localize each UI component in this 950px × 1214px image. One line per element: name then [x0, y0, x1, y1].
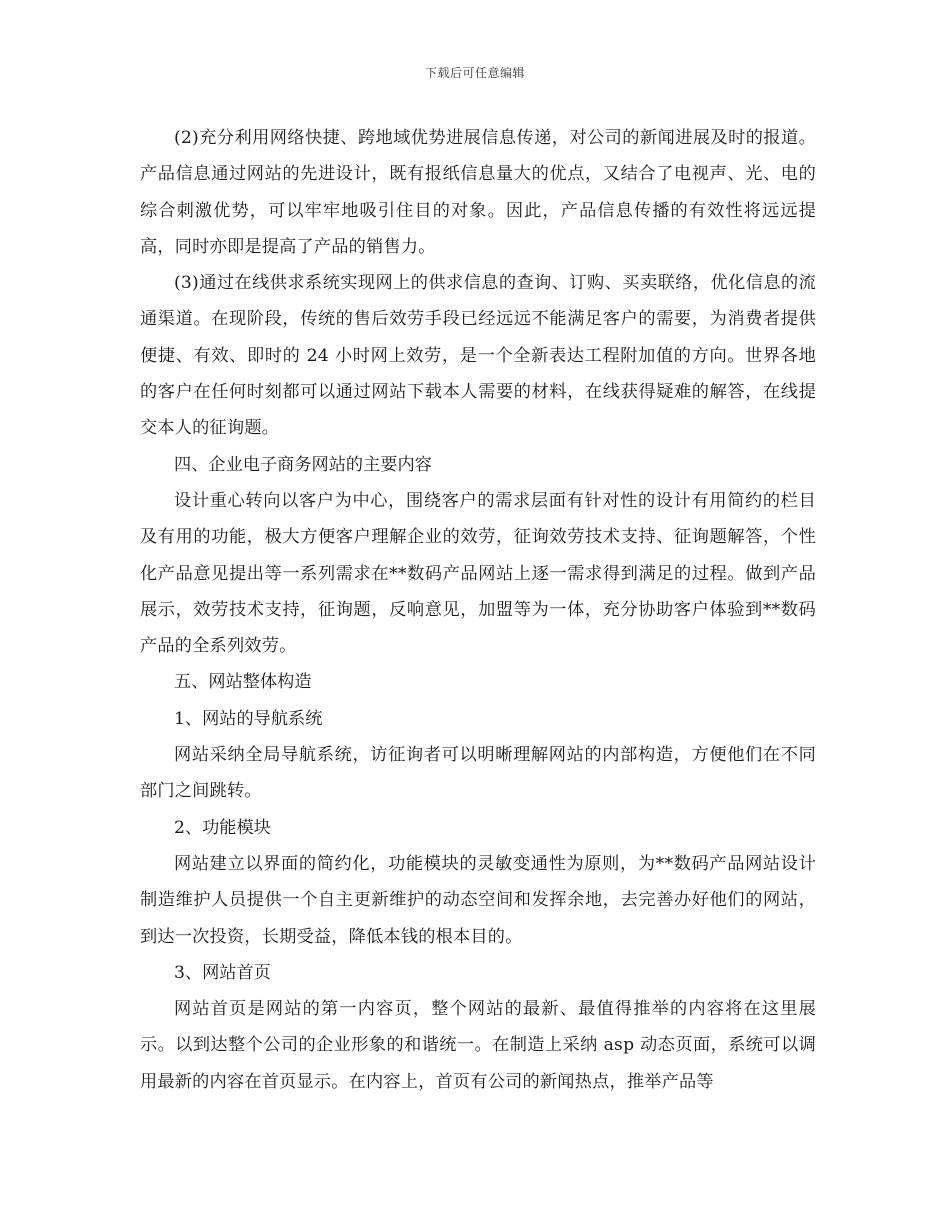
section-heading-5: 五、网站整体构造 [174, 672, 312, 693]
paragraph-2-web-advantages: (2)充分利用网络快捷、跨地域优势进展信息传递，对公司的新闻进展及时的报道。产品信息通过网站的先进设计，既有报纸信息量大的优点，又结合了电视声、光、电的综合刺激优势，可以牢牢地吸引住目的对象。因此，产品信息传播的有效性将远远提高，同时亦即是提高了产品的销售力。 [140, 128, 816, 257]
section-heading-4: 四、企业电子商务网站的主要内容 [174, 454, 432, 475]
subheading-homepage: 3、网站首页 [174, 962, 271, 983]
paragraph-navigation: 网站采纳全局导航系统，访征询者可以明晰理解网站的内部构造，方便他们在不同部门之间跳转。 [140, 745, 816, 802]
document-body [140, 120, 816, 1100]
paragraph-homepage: 网站首页是网站的第一内容页，整个网站的最新、最值得推举的内容将在这里展示。以到达整个公司的企业形象的和谐统一。在制造上采纳 asp 动态页面，系统可以调用最新的内容在首页显示。在内容上，首页有公司的新闻热点，推举产品等 [140, 999, 816, 1092]
paragraph-main-content: 设计重心转向以客户为中心，围绕客户的需求层面有针对性的设计有用简约的栏目及有用的功能，极大方便客户理解企业的效劳，征询效劳技术支持、征询题解答，个性化产品意见提出等一系列需求在**数码产品网站上逐一需求得到满足的过程。做到产品展示，效劳技术支持，征询题，反响意见，加盟等为一体，充分协助客户体验到**数码产品的全系列效劳。 [140, 490, 816, 657]
subheading-navigation: 1、网站的导航系统 [174, 708, 323, 729]
page-header: 下载后可任意编辑 [424, 66, 525, 80]
subheading-modules: 2、功能模块 [174, 817, 271, 838]
paragraph-3-online-supply-demand: (3)通过在线供求系统实现网上的供求信息的查询、订购、买卖联络，优化信息的流通渠道。在现阶段，传统的售后效劳手段已经远远不能满足客户的需要，为消费者提供便捷、有效、即时的 24 小时网上效劳，是一个全新表达工程附加值的方向。世界各地的客户在任何时刻都可以通过网站下载本人需要的材料，在线获得疑难的解答，在线提交本人的征询题。 [140, 273, 816, 439]
paragraph-modules: 网站建立以界面的简约化，功能模块的灵敏变通性为原则，为**数码产品网站设计制造维护人员提供一个自主更新维护的动态空间和发挥余地，去完善办好他们的网站，到达一次投资，长期受益，降低本钱的根本目的。 [140, 853, 816, 947]
